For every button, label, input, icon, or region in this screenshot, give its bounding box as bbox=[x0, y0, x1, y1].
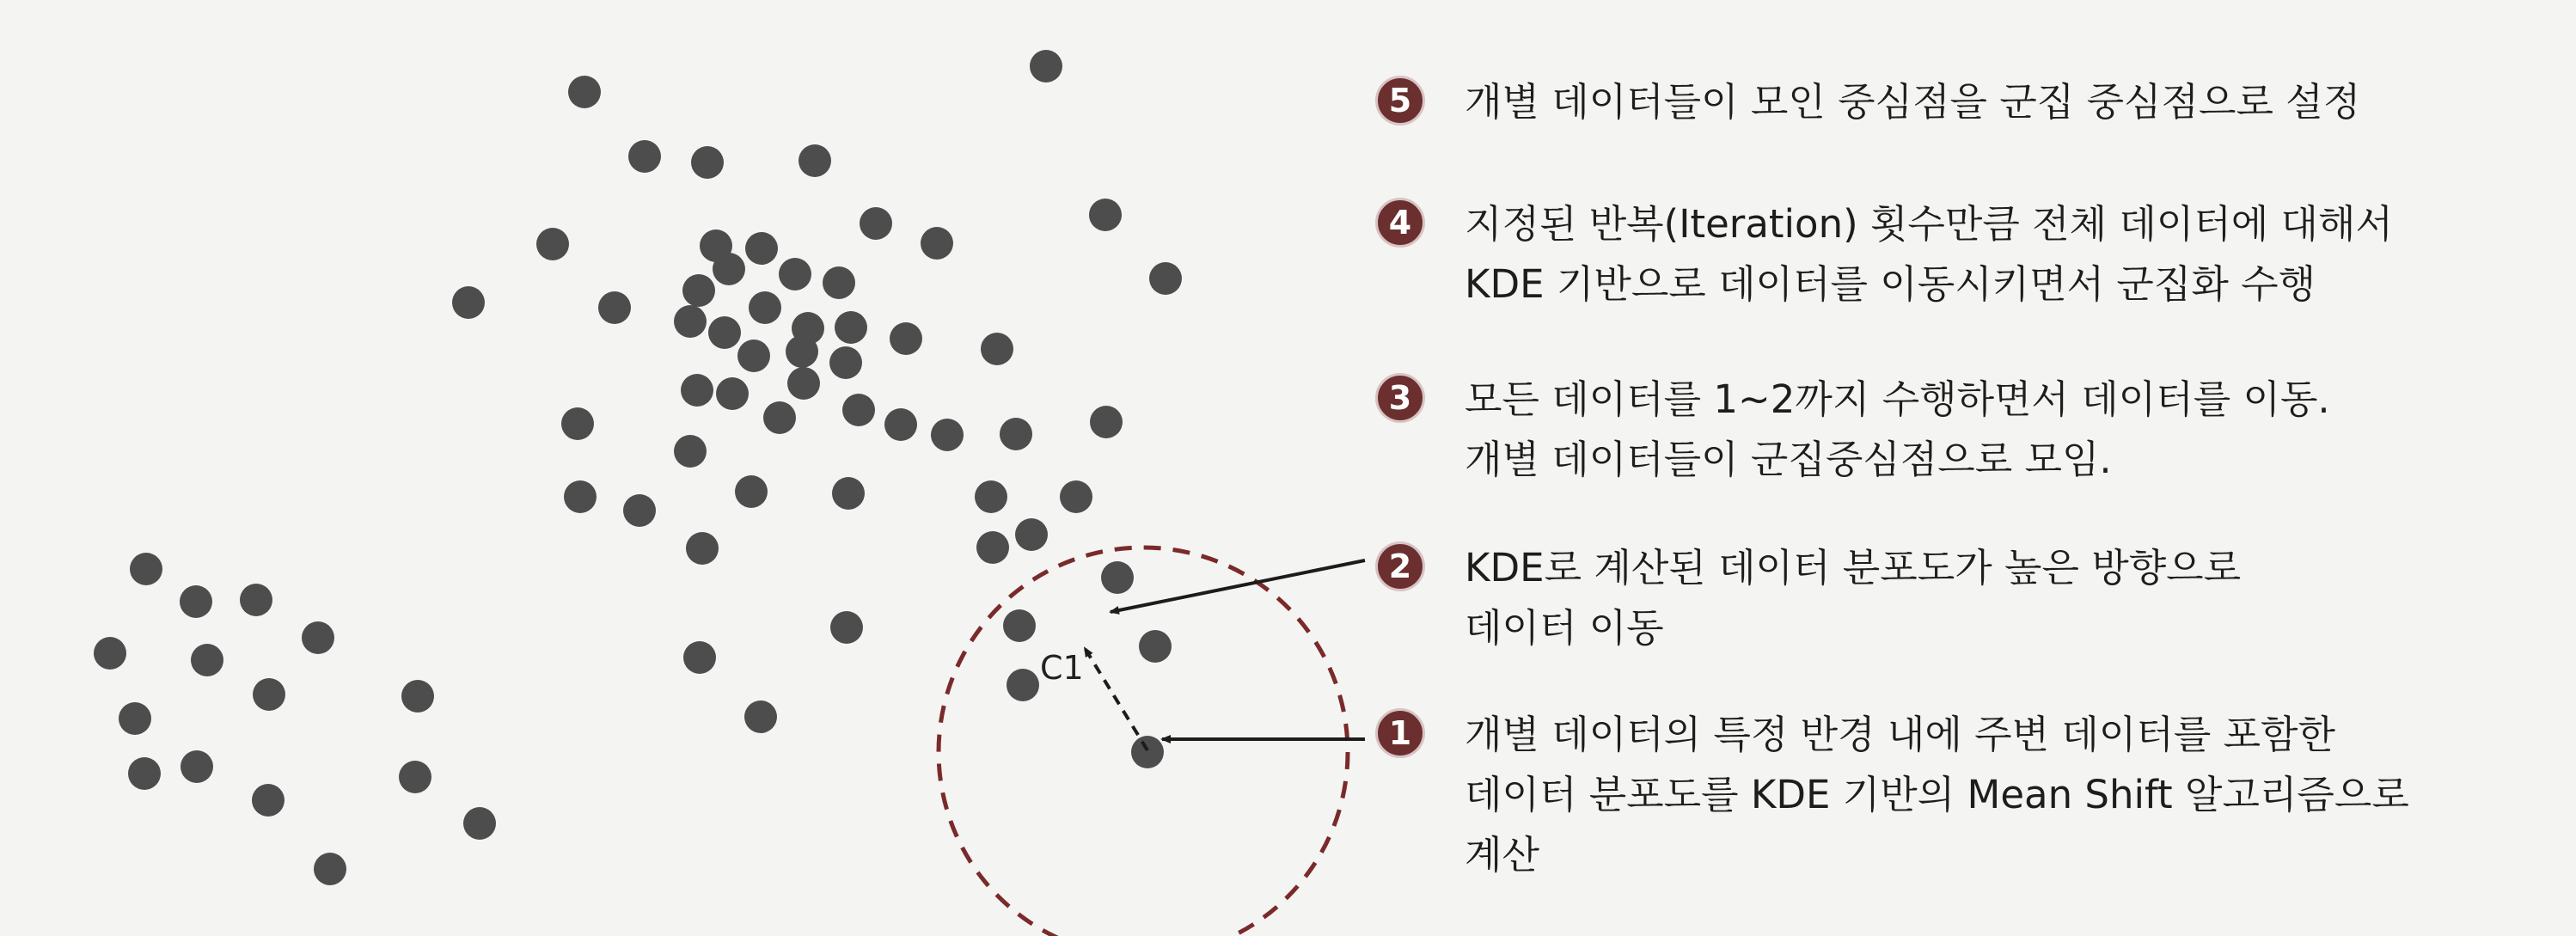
step-description bbox=[1465, 705, 2409, 885]
data-point bbox=[1060, 480, 1092, 513]
data-point bbox=[798, 144, 831, 177]
data-point bbox=[835, 311, 867, 344]
data-point bbox=[830, 611, 863, 644]
data-point bbox=[921, 227, 953, 260]
data-points bbox=[94, 50, 1182, 885]
data-point bbox=[314, 853, 346, 885]
step-line: 개별 데이터들이 모인 중심점을 군집 중심점으로 설정 bbox=[1465, 79, 2361, 125]
data-point bbox=[829, 346, 862, 379]
data-point bbox=[674, 435, 707, 468]
step-badge: 1 bbox=[1375, 708, 1425, 758]
data-point bbox=[128, 757, 161, 790]
data-point bbox=[975, 480, 1007, 513]
data-point bbox=[401, 680, 434, 713]
data-point bbox=[737, 340, 770, 372]
data-point bbox=[564, 480, 597, 513]
data-point bbox=[981, 333, 1013, 365]
data-point bbox=[1149, 262, 1182, 295]
data-point bbox=[681, 374, 713, 407]
data-point bbox=[683, 641, 716, 674]
data-point bbox=[842, 394, 875, 426]
step-line: 데이터 이동 bbox=[1465, 605, 1664, 651]
data-point bbox=[786, 335, 818, 368]
step-description bbox=[1465, 72, 2360, 132]
data-point bbox=[180, 585, 212, 618]
data-point bbox=[890, 322, 922, 355]
pointer-arrow-step-2 bbox=[1111, 560, 1365, 612]
step-badge: 3 bbox=[1375, 373, 1425, 423]
data-point bbox=[568, 76, 601, 108]
data-point bbox=[832, 477, 865, 510]
data-point bbox=[130, 553, 162, 585]
data-point bbox=[931, 419, 964, 451]
data-point bbox=[598, 291, 631, 324]
data-point bbox=[713, 253, 745, 285]
data-point bbox=[763, 401, 796, 434]
shifting-data-point bbox=[1131, 736, 1164, 768]
step-line: 모든 데이터를 1~2까지 수행하면서 데이터를 이동. bbox=[1465, 376, 2330, 422]
data-point bbox=[716, 377, 749, 410]
data-point bbox=[94, 637, 126, 670]
data-point bbox=[536, 228, 569, 260]
step-5 bbox=[1375, 72, 2360, 132]
data-point bbox=[452, 286, 485, 319]
data-point bbox=[1139, 630, 1172, 663]
step-3 bbox=[1375, 370, 2330, 490]
data-point bbox=[561, 407, 594, 440]
step-line: 지정된 반복(Iteration) 횟수만큼 전체 데이터에 대해서 bbox=[1465, 201, 2393, 247]
data-point bbox=[399, 761, 431, 793]
data-point bbox=[1030, 50, 1062, 83]
step-1 bbox=[1375, 705, 2409, 885]
data-point bbox=[686, 532, 719, 565]
data-point bbox=[1101, 561, 1134, 594]
data-point bbox=[463, 807, 496, 840]
data-point bbox=[691, 146, 724, 179]
data-point bbox=[628, 140, 661, 173]
data-point bbox=[119, 702, 151, 735]
data-point bbox=[682, 274, 715, 307]
data-point bbox=[252, 784, 285, 817]
data-point bbox=[181, 750, 213, 783]
step-line: 개별 데이터들이 군집중심점으로 모임. bbox=[1465, 437, 2112, 482]
step-description bbox=[1465, 194, 2393, 315]
step-description bbox=[1465, 538, 2241, 658]
data-point bbox=[976, 531, 1009, 564]
step-line: 계산 bbox=[1465, 832, 1539, 878]
data-point bbox=[1007, 669, 1039, 701]
data-point bbox=[860, 207, 892, 240]
centroid-label: C1 bbox=[1040, 649, 1084, 687]
data-point bbox=[884, 408, 917, 441]
step-4 bbox=[1375, 194, 2393, 315]
data-point bbox=[823, 266, 855, 299]
data-point bbox=[745, 232, 778, 265]
data-point bbox=[240, 584, 272, 616]
data-point bbox=[253, 678, 285, 711]
data-point bbox=[1015, 518, 1048, 551]
step-line: 데이터 분포도를 KDE 기반의 Mean Shift 알고리즘으로 bbox=[1465, 772, 2409, 817]
step-badge: 4 bbox=[1375, 198, 1425, 248]
step-line: 개별 데이터의 특정 반경 내에 주변 데이터를 포함한 bbox=[1465, 712, 2336, 757]
data-point bbox=[735, 475, 768, 508]
data-point bbox=[1090, 406, 1123, 438]
data-point bbox=[1000, 418, 1032, 450]
step-2 bbox=[1375, 538, 2241, 658]
step-badge: 2 bbox=[1375, 541, 1425, 591]
data-point bbox=[1089, 199, 1122, 231]
step-line: KDE로 계산된 데이터 분포도가 높은 방향으로 bbox=[1465, 545, 2242, 590]
data-point bbox=[191, 644, 223, 676]
data-point bbox=[744, 700, 777, 733]
step-description bbox=[1465, 370, 2330, 490]
step-badge: 5 bbox=[1375, 76, 1425, 125]
data-point bbox=[623, 494, 656, 527]
data-point bbox=[749, 291, 781, 324]
data-point bbox=[708, 316, 741, 349]
data-point bbox=[302, 621, 334, 654]
shift-vector-arrow bbox=[1085, 648, 1147, 750]
data-point bbox=[674, 305, 707, 338]
step-line: KDE 기반으로 데이터를 이동시키면서 군집화 수행 bbox=[1465, 261, 2316, 307]
data-point bbox=[779, 258, 811, 291]
data-point bbox=[787, 367, 820, 400]
data-point bbox=[1003, 609, 1036, 642]
